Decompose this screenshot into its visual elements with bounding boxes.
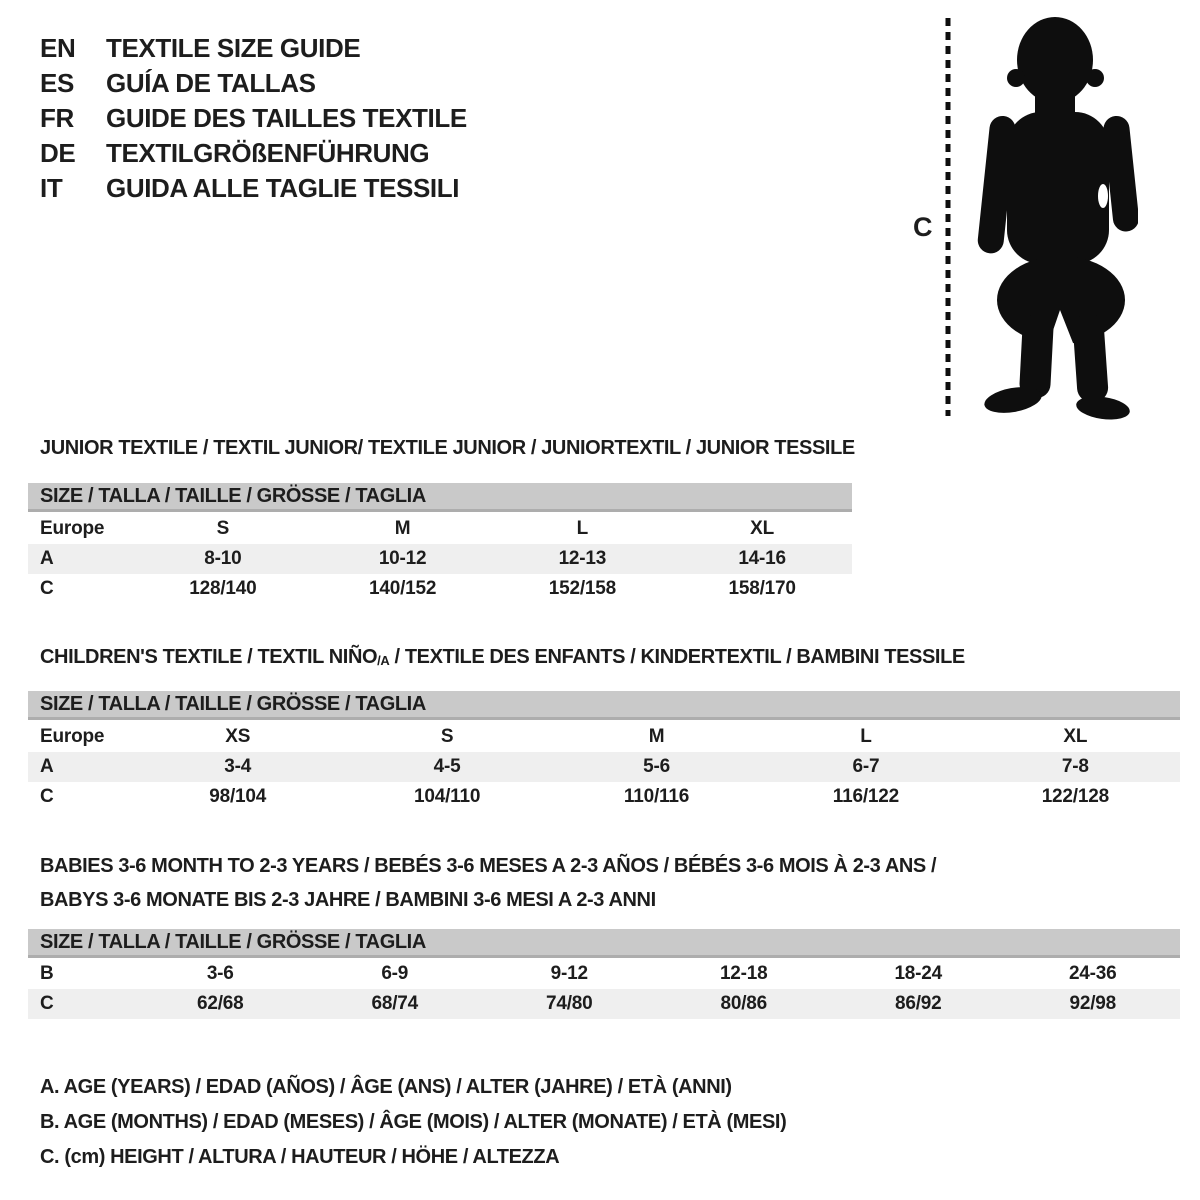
- table-row-age-years: [28, 752, 1180, 782]
- babies-size-table: [28, 959, 1180, 1019]
- table-cell: 74/80: [545, 993, 593, 1014]
- babies-section-heading: [40, 849, 936, 917]
- junior-size-header-bar: SIZE / TALLA / TAILLE / GRÖSSE / TAGLIA: [28, 483, 852, 512]
- table-row-height-cm: [28, 574, 852, 604]
- language-row-en: [40, 31, 467, 66]
- legend-line-a: A. AGE (YEARS) / EDAD (AÑOS) / ÂGE (ANS) / ALTER (JAHRE) / ETÀ (ANNI): [40, 1076, 732, 1098]
- table-row-age-years: [28, 544, 852, 574]
- table-cell: 5-6: [643, 756, 670, 777]
- table-cell: 122/128: [1041, 786, 1109, 807]
- table-cell: 7-8: [1061, 756, 1089, 777]
- row-label: Europe: [40, 518, 105, 539]
- table-cell: 128/140: [189, 578, 257, 599]
- table-cell: 92/98: [1069, 993, 1117, 1014]
- guide-title: GUÍA DE TALLAS: [106, 68, 316, 98]
- table-cell: 140/152: [368, 578, 437, 599]
- table-cell: 80/86: [720, 993, 768, 1014]
- table-cell: 6-7: [852, 756, 880, 777]
- table-cell: 9-12: [550, 963, 588, 984]
- junior-size-table: [28, 514, 852, 604]
- table-cell: L: [576, 518, 589, 539]
- children-size-table: [28, 722, 1180, 812]
- table-cell: 104/110: [413, 786, 481, 807]
- table-cell: 6-9: [381, 963, 409, 984]
- language-row-fr: [40, 101, 467, 136]
- table-cell: M: [394, 518, 411, 539]
- table-cell: L: [860, 726, 872, 747]
- row-label: A: [40, 548, 54, 569]
- table-cell: XS: [225, 726, 251, 747]
- table-row-height-cm: [28, 989, 1180, 1019]
- table-cell: 10-12: [378, 548, 427, 569]
- table-cell: 14-16: [738, 548, 786, 569]
- row-label: B: [40, 963, 54, 984]
- junior-section-heading: JUNIOR TEXTILE / TEXTIL JUNIOR/ TEXTILE JUNIOR / JUNIORTEXTIL / JUNIOR TESSILE: [40, 437, 855, 459]
- babies-heading-line1: BABIES 3-6 MONTH TO 2-3 YEARS / BEBÉS 3-6 MESES A 2-3 AÑOS / BÉBÉS 3-6 MOIS À 2-3 ANS /: [40, 855, 937, 877]
- height-measure-dashed-line: [944, 18, 952, 416]
- toddler-silhouette: [963, 16, 1138, 420]
- row-label: A: [40, 756, 54, 777]
- table-cell: S: [216, 518, 230, 539]
- table-cell: S: [440, 726, 454, 747]
- table-cell: 3-6: [206, 963, 234, 984]
- language-code: ES: [40, 68, 74, 98]
- children-heading-text: / TEXTILE DES ENFANTS / KINDERTEXTIL / BAMBINI TESSILE: [389, 646, 965, 668]
- language-row-de: [40, 136, 467, 171]
- table-cell: XL: [1063, 726, 1088, 747]
- table-cell: M: [648, 726, 665, 747]
- table-cell: 98/104: [209, 786, 267, 807]
- table-cell: 86/92: [894, 993, 942, 1014]
- table-cell: XL: [750, 518, 775, 539]
- children-size-header-bar: SIZE / TALLA / TAILLE / GRÖSSE / TAGLIA: [28, 691, 1180, 720]
- language-code: FR: [40, 103, 74, 133]
- language-row-es: [40, 66, 467, 101]
- babies-heading-line2: BABYS 3-6 MONATE BIS 2-3 JAHRE / BAMBINI 3-6 MESI A 2-3 ANNI: [40, 889, 656, 911]
- language-row-it: [40, 171, 467, 206]
- table-cell: 116/122: [832, 786, 900, 807]
- table-cell: 8-10: [204, 548, 242, 569]
- table-row-europe: [28, 722, 1180, 752]
- table-cell: 12-18: [719, 963, 768, 984]
- children-heading-text: CHILDREN'S TEXTILE / TEXTIL NIÑO: [40, 646, 378, 668]
- legend-line-c: C. (cm) HEIGHT / ALTURA / HAUTEUR / HÖHE / ALTEZZA: [40, 1146, 560, 1168]
- language-title-block: [40, 31, 467, 206]
- language-code: IT: [40, 173, 63, 203]
- table-cell: 18-24: [894, 963, 943, 984]
- row-label: C: [40, 578, 54, 599]
- table-cell: 24-36: [1068, 963, 1117, 984]
- table-cell: 12-13: [558, 548, 607, 569]
- children-heading-subscript: /A: [377, 653, 390, 668]
- guide-title: GUIDE DES TAILLES TEXTILE: [106, 103, 467, 133]
- height-measure-label: C: [913, 212, 933, 242]
- language-code: DE: [40, 138, 76, 168]
- legend-line-b: B. AGE (MONTHS) / EDAD (MESES) / ÂGE (MOIS) / ALTER (MONATE) / ETÀ (MESI): [40, 1111, 787, 1133]
- guide-title: GUIDA ALLE TAGLIE TESSILI: [106, 173, 460, 203]
- table-row-age-months: [28, 959, 1180, 989]
- row-label: Europe: [40, 726, 105, 747]
- table-cell: 158/170: [728, 578, 796, 599]
- children-section-heading: [40, 646, 965, 669]
- row-label: C: [40, 786, 54, 807]
- table-cell: 62/68: [196, 993, 244, 1014]
- babies-size-header-bar: SIZE / TALLA / TAILLE / GRÖSSE / TAGLIA: [28, 929, 1180, 958]
- table-cell: 110/116: [623, 786, 690, 807]
- table-cell: 68/74: [371, 993, 419, 1014]
- table-cell: 152/158: [548, 578, 617, 599]
- table-cell: 4-5: [433, 756, 461, 777]
- table-row-europe: [28, 514, 852, 544]
- measure-legend: [40, 1070, 786, 1175]
- language-code: EN: [40, 33, 76, 63]
- row-label: C: [40, 993, 54, 1014]
- table-row-height-cm: [28, 782, 1180, 812]
- guide-title: TEXTILE SIZE GUIDE: [106, 33, 361, 63]
- guide-title: TEXTILGRÖßENFÜHRUNG: [106, 138, 430, 168]
- table-cell: 3-4: [224, 756, 252, 777]
